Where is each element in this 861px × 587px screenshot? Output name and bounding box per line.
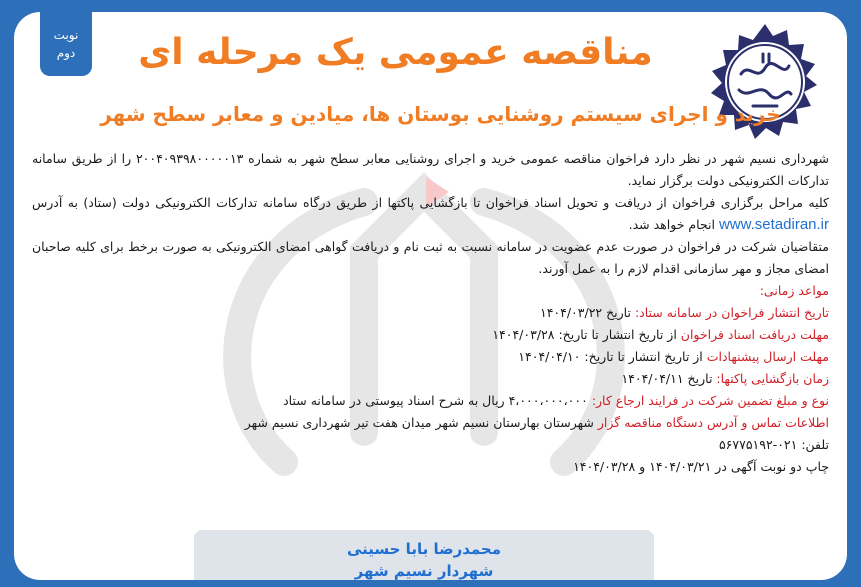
schedule-item-docs — [32, 324, 829, 346]
schedule-heading: مواعد زمانی: — [759, 283, 829, 298]
schedule-value: شهرستان بهارستان نسیم شهر میدان هفت تیر شهرداری نسیم شهر — [244, 415, 598, 430]
badge-line-1: نوبت — [53, 28, 79, 42]
notice-title: مناقصه عمومی یک مرحله ای — [138, 32, 653, 73]
contact-phone: تلفن: ۰۲۱-۵۶۷۷۵۱۹۲ — [718, 437, 829, 452]
schedule-item-publish — [32, 302, 829, 324]
schedule-value: تاریخ ۱۴۰۴/۰۳/۲۲ — [539, 305, 635, 320]
paragraph-intro: شهرداری نسیم شهر در نظر دارد فراخوان مناقصه عمومی خرید و اجرای روشنایی معابر سطح شهر به شماره ۲۰۰۴۰۹۳۹۸۰۰۰۰۰۱۳ را از طریق سامانه تدارکات الکترونیکی دولت برگزار نماید. — [32, 151, 829, 188]
schedule-label: تاریخ انتشار فراخوان در سامانه ستاد: — [634, 305, 829, 320]
signature-name: محمدرضا بابا حسینی — [346, 540, 502, 558]
schedule-label: اطلاعات تماس و آدرس دستگاه مناقصه گزار — [597, 415, 829, 430]
schedule-label: زمان بازگشایی پاکتها: — [716, 371, 829, 386]
notice-subtitle: خرید و اجرای سیستم روشنایی بوستان ها، میادین و معابر سطح شهر — [100, 102, 781, 126]
schedule-item-guarantee — [32, 390, 829, 412]
schedule-value: از تاریخ انتشار تا تاریخ: ۱۴۰۴/۰۳/۲۸ — [492, 327, 681, 342]
paragraph-process — [32, 192, 829, 236]
schedule-item-opening — [32, 368, 829, 390]
schedule-item-bids — [32, 346, 829, 368]
paragraph-requirements: متقاضیان شرکت در فراخوان در صورت عدم عضویت در سامانه نسبت به ثبت نام و دریافت گواهی امضای الکترونیکی به صورت برخط برای کلیه صاحبان امضای مجاز و مهر سازمانی اقدام لازم را به عمل آورند. — [32, 239, 829, 276]
schedule-label: مهلت دریافت اسناد فراخوان — [680, 327, 829, 342]
schedule-label: مهلت ارسال پیشنهادات — [706, 349, 829, 364]
schedule-value: تاریخ ۱۴۰۴/۰۴/۱۱ — [621, 371, 717, 386]
signature-box — [194, 530, 654, 580]
schedule-value: از تاریخ انتشار تا تاریخ: ۱۴۰۴/۰۴/۱۰ — [518, 349, 707, 364]
process-text: کلیه مراحل برگزاری فراخوان از دریافت و تحویل اسناد فراخوان تا بازگشایی پاکتها از طریق درگاه سامانه تدارکات الکترونیکی دولت (ستاد) به آدرس — [32, 195, 829, 210]
print-dates: چاپ دو نوبت آگهی در ۱۴۰۴/۰۳/۲۱ و ۱۴۰۴/۰۳/۲۸ — [573, 459, 829, 474]
badge-line-2: دوم — [56, 46, 76, 60]
schedule-label: نوع و مبلغ تضمین شرکت در فرایند ارجاع کار: — [591, 393, 829, 408]
setad-link[interactable]: www.setadiran.ir — [718, 216, 829, 233]
notice-body — [32, 148, 829, 478]
schedule-value: ۴،۰۰۰،۰۰۰،۰۰۰ ریال به شرح اسناد پیوستی در سامانه ستاد — [283, 393, 592, 408]
insertion-badge — [40, 12, 92, 76]
schedule-item-contact — [32, 412, 829, 434]
signature-role: شهردار نسیم شهر — [354, 562, 494, 580]
notice-frame — [14, 12, 847, 580]
process-end: انجام خواهد شد. — [628, 217, 715, 232]
